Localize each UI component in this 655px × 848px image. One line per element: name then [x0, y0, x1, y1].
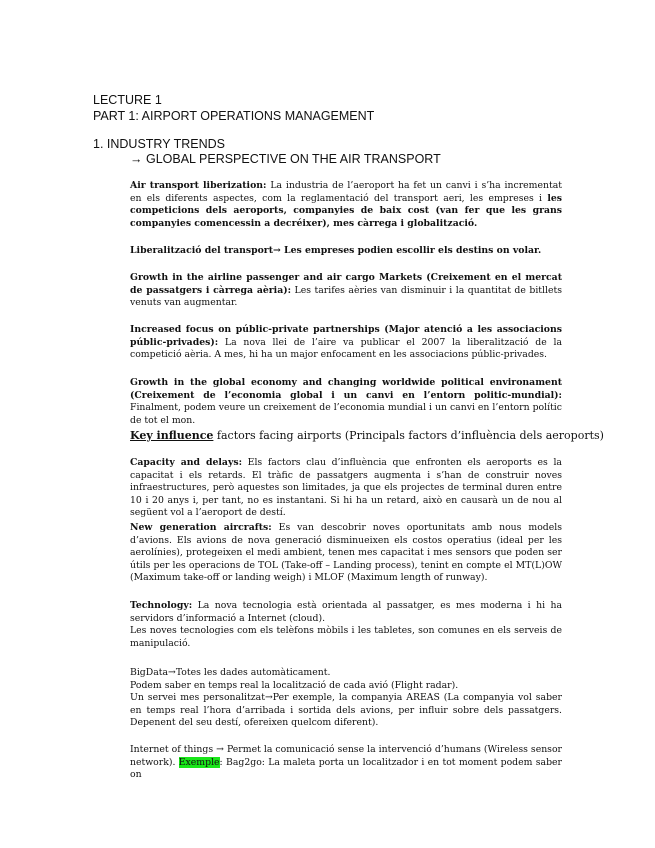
subsection-heading [130, 151, 441, 167]
right-arrow-icon: → [130, 152, 143, 166]
paragraph-technology: Technology: La nova tecnologia està orientada al passatger, es mes moderna i hi ha servidors d’informació a Internet (cloud). Les noves tecnologies com els telèfons mòbils i les tabletes, son comunes en els serveis de manipulació. [130, 600, 562, 649]
paragraph-internet-of-things: Internet of things → Permet la comunicació sense la intervenció d’humans (Wireless sensor network). Exemple: Bag2go: La maleta porta un localitzador i en tot moment podem saber on [130, 744, 562, 781]
paragraph-growth-markets: Growth in the airline passenger and air cargo Markets (Creixement en el mercat de passatgers i càrrega aèria): Les tarifes aèries van disminuir i la quantitat de bitllets venuts van augmentar. [130, 272, 562, 309]
section-heading: 1. INDUSTRY TRENDS [93, 137, 225, 151]
right-arrow-icon: → [273, 245, 281, 256]
key-influence-heading: Key influence factors facing airports (Principals factors d’influència dels aeroports) [130, 429, 604, 442]
paragraph-public-private: Increased focus on públic-private partnerships (Major atenció a les associacions públic-privades): La nova llei de l’aire va publicar el 2007 la liberalització de la competició aèria. A mes, hi ha un major enfocament en les associacions públic-privades. [130, 324, 562, 361]
part-title: PART 1: AIRPORT OPERATIONS MANAGEMENT [93, 109, 375, 123]
paragraph-new-generation-aircrafts: New generation aircrafts: Es van descobrir noves oportunitats amb nous models d’avions. Els avions de nova generació disminueixen els costos operatius (ideal per les aerolínies), protegeixen el medi ambient, tenen mes capacitat i mes sensors que poden ser útils per les operacions de TOL (Take-off – Landing process), tenint en compte el MT(L)OW (Maximum take-off or landing weigh) i MLOF (Maximum length of runway). [130, 522, 562, 584]
paragraph-air-transport-liberization: Air transport liberization: La industria de l’aeroport ha fet un canvi i s’ha incrementat en els diferents aspectes, com la reglamentació del transport aeri, les empreses i les competicions dels aeroports, companyies de baix cost (van fer que les grans companyies comencessin a decréixer), mes càrrega i globalització. [130, 180, 562, 229]
paragraph-capacity-delays: Capacity and delays: Els factors clau d’influència que enfronten els aeroports es la capacitat i els retards. El tràfic de passatgers augmenta i s’han de construir noves infraestructures, però aquestes son limitades, ja que els projectes de terminal duren entre 10 i 20 anys i, per tant, no es instantani. Si hi ha un retard, això en causarà un de nou al següent vol a l’aeroport de destí. [130, 457, 562, 519]
lecture-title: LECTURE 1 [93, 93, 162, 107]
paragraph-global-economy: Growth in the global economy and changing worldwide political environament (Creixement de l’economia global i un canvi en l’entorn politic-mundial): Finalment, podem veure un creixement de l’economia mundial i un canvi en l’entorn polític de tot el mon. [130, 377, 562, 426]
subsection-text: GLOBAL PERSPECTIVE ON THE AIR TRANSPORT [145, 152, 441, 166]
highlighted-word: Exemple [178, 756, 220, 768]
paragraph-liberalitzacio: Liberalització del transport→ Les empreses podien escollir els destins on volar. [130, 245, 542, 256]
paragraph-bigdata: BigData→Totes les dades automàticament. Podem saber en temps real la localització de cada avió (Flight radar). Un servei mes personalitzat→Per exemple, la companyia AREAS (La companyia vol saber en temps real l’hora d’arribada i sortida dels avions, per influir sobre dels passatgers. Depenent del seu destí, ofereixen quelcom diferent). [130, 667, 562, 729]
